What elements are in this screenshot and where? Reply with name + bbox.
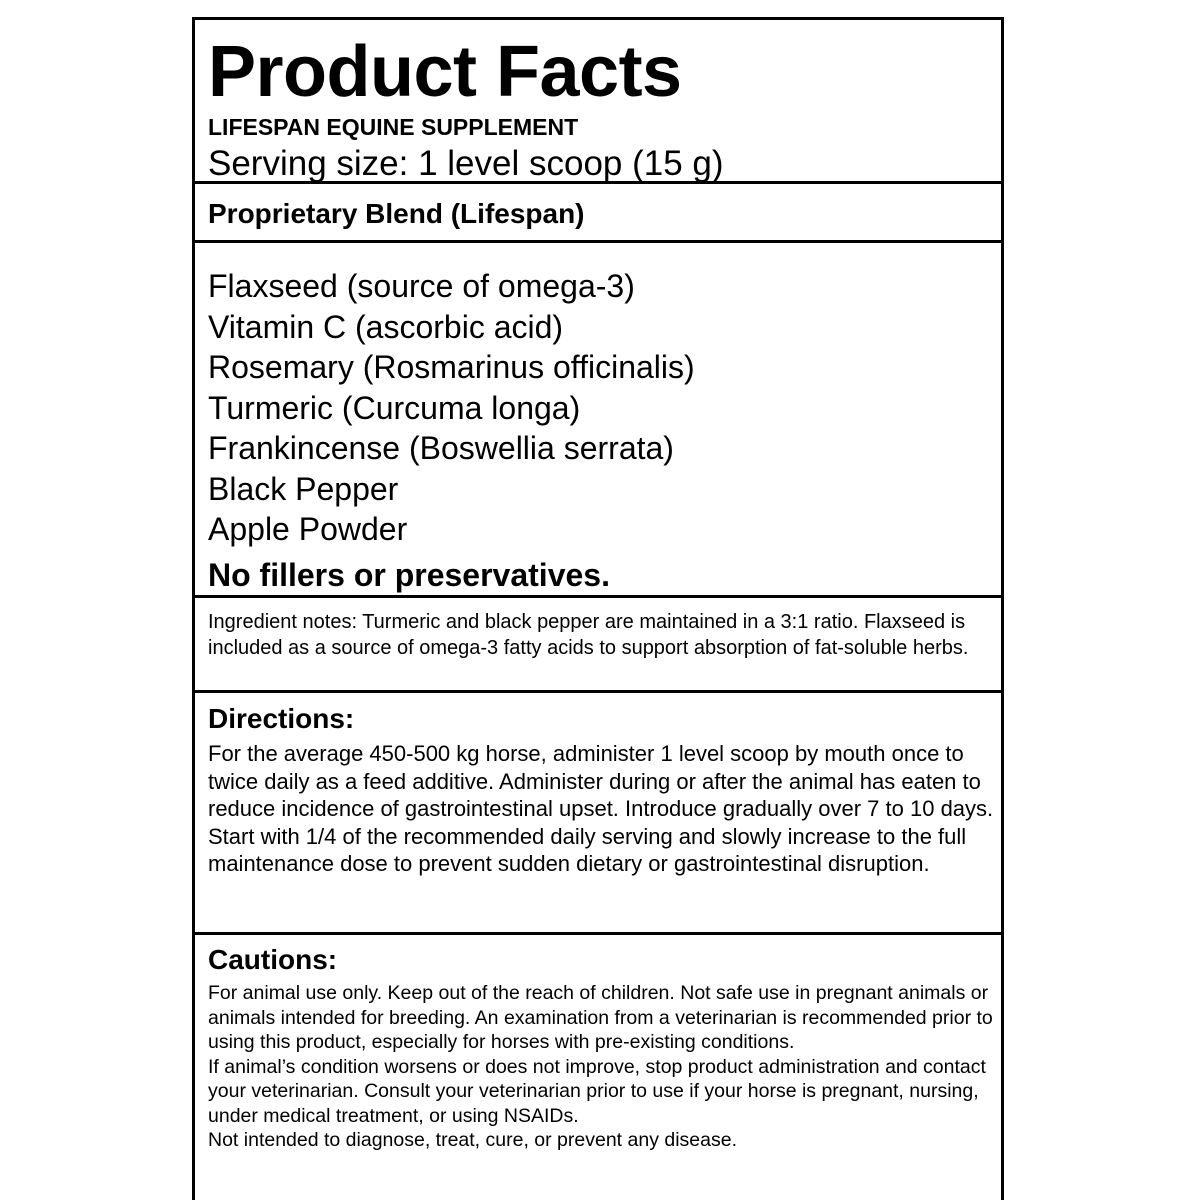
- serving-size: Serving size: 1 level scoop (15 g): [208, 144, 724, 183]
- label-title: Product Facts: [208, 32, 682, 112]
- ingredient-notes-text: Ingredient notes: Turmeric and black pepper are maintained in a 3:1 ratio. Flaxseed is included as a source of omega-3 fatty acids to support absorption of fat-soluble herbs.: [208, 611, 969, 659]
- blend-title: Proprietary Blend (Lifespan): [208, 198, 585, 229]
- product-name: LIFESPAN EQUINE SUPPLEMENT: [208, 114, 579, 140]
- divider-serving: [195, 181, 1001, 184]
- ingredient-item: Flaxseed (source of omega-3): [208, 268, 635, 304]
- cautions-title: Cautions:: [208, 944, 338, 975]
- ingredient-item: Rosemary (Rosmarinus officinalis): [208, 349, 695, 385]
- divider-directions: [195, 690, 1001, 693]
- divider-cautions: [195, 932, 1001, 935]
- no-fillers-statement: No fillers or preservatives.: [208, 557, 610, 593]
- ingredient-item: Vitamin C (ascorbic acid): [208, 308, 564, 345]
- directions-text: For the average 450-500 kg horse, administer 1 level scoop by mouth once to twice daily as a feed additive. Administer during or after the animal has eaten to reduce incidence of gastrointestinal upset. Introduce gradually over 7 to 10 days. Start with 1/4 of the recommended daily serving and slowly increase to the full maintenance dose to prevent sudden dietary or gastrointestinal disruption.: [208, 741, 994, 876]
- divider-blend: [195, 240, 1001, 243]
- ingredient-item: Turmeric (Curcuma longa): [208, 389, 581, 426]
- ingredient-item: Apple Powder: [208, 511, 408, 547]
- caution-paragraph: If animal’s condition worsens or does not improve, stop product administration and contact your veterinarian. Consult your veterinarian prior to use if your horse is pregnant, nursing, under medical treatment, or using NSAIDs.: [208, 1055, 986, 1127]
- caution-paragraph: Not intended to diagnose, treat, cure, or prevent any disease.: [208, 1129, 737, 1151]
- ingredient-notes: [208, 610, 998, 661]
- product-facts-label: [192, 17, 1004, 1200]
- cautions-text: [208, 981, 1003, 1153]
- ingredient-item: Frankincense (Boswellia serrata): [208, 430, 674, 466]
- directions-title: Directions:: [208, 703, 355, 734]
- caution-paragraph: For animal use only. Keep out of the reach of children. Not safe use in pregnant animals or animals intended for breeding. An examination from a veterinarian is recommended prior to using this product, especially for horses with pre-existing conditions.: [208, 982, 993, 1053]
- divider-notes: [195, 595, 1001, 598]
- ingredient-list: [208, 266, 695, 550]
- ingredient-item: Black Pepper: [208, 470, 399, 507]
